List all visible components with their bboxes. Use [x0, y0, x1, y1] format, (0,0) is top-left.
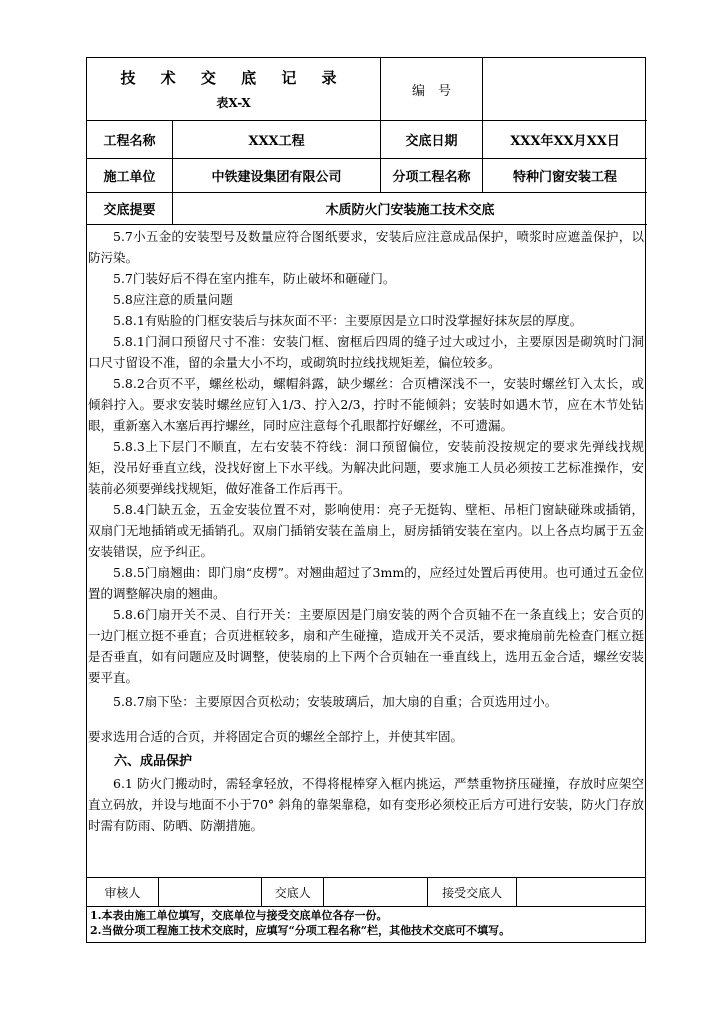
- discloser-label: 交底人: [262, 878, 324, 906]
- header-row: [87, 58, 647, 121]
- footnote: 1.本表由施工单位填写，交底单位与接受交底单位各存一份。: [90, 909, 388, 922]
- content-paragraph: 5.8.1门洞口预留尺寸不准：安装门框、窗框后四周的缝子过大或过小，主要原因是砌筑时门洞口尺寸留设不准，留的余量大小不均，或砌筑时拉线找规矩差，偏位较多。: [88, 334, 644, 370]
- signature-row: [86, 877, 646, 907]
- content-paragraph: 5.8.6门扇开关不灵、自行开关：主要原因是门扇安装的两个合页轴不在一条直线上；安合页的一边门框立挺不垂直；合页进框较多，扇和产生碰撞，造成开关不灵活，要求掩扇前先检查门框立挺是否垂直，如有问题应及时调整，使装扇的上下两个合页轴在一垂直线上，选用五金合适，螺丝安装要平直。: [88, 607, 644, 685]
- unit-value[interactable]: 中铁建设集团有限公司: [173, 159, 381, 192]
- content-paragraph: 5.8.7扇下坠：主要原因合页松动；安装玻璃后，加大扇的自重；合页选用过小。: [113, 694, 558, 709]
- footnotes: [86, 905, 646, 943]
- number-value[interactable]: [483, 58, 647, 120]
- content-paragraph: 要求选用合适的合页，并将固定合页的螺丝全部拧上，并使其牢固。: [88, 729, 464, 744]
- receiver-label: 接受交底人: [428, 878, 518, 906]
- disclosure-content: [88, 226, 644, 836]
- content-paragraph: 5.8.4门缺五金，五金安装位置不对，影响使用：亮子无挺钩、壁柜、吊柜门窗缺碰珠或插销，双扇门无地插销或无插销孔。双扇门插销安装在盖扇上，厨房插销安装在室内。以上各点均属于五金安装错误，应予纠正。: [88, 502, 644, 559]
- summary-label: 交底提要: [87, 193, 173, 224]
- content-paragraph: 5.8.5门扇翘曲：即门扇“皮楞”。对翘曲超过了3mm的，应经过处置后再使用。也可通过五金位置的调整解决扇的翘曲。: [88, 565, 644, 601]
- project-name-value[interactable]: XXX工程: [173, 121, 381, 158]
- content-paragraph: 6.1 防火门搬动时，需轻拿轻放，不得将棍棒穿入框内挑运，严禁重物挤压碰撞，存放时应架空直立码放，并设与地面不小于70° 斜角的靠架靠稳，如有变形必须校正后方可进行安装，防火门存放时需有防雨、防晒、防潮措施。: [88, 776, 644, 833]
- section-heading: 六、成品保护: [114, 754, 193, 769]
- sub-project-value[interactable]: 特种门窗安装工程: [512, 170, 617, 185]
- unit-row: [87, 159, 647, 193]
- form-subtitle: 表X-X: [216, 96, 251, 110]
- discloser-signature[interactable]: [324, 878, 428, 906]
- summary-value[interactable]: 木质防火门安装施工技术交底: [325, 203, 495, 218]
- form-title: 技 术 交 底 记 录: [120, 69, 347, 87]
- date-value[interactable]: XXX年XX月XX日: [510, 134, 620, 149]
- project-name-label: 工程名称: [87, 121, 173, 158]
- reviewer-signature[interactable]: [159, 878, 263, 906]
- receiver-signature[interactable]: [517, 878, 645, 906]
- content-paragraph: 5.8应注意的质量问题: [113, 292, 233, 307]
- footnote: 2.当做分项工程施工技术交底时，应填写“分项工程名称”栏，其他技术交底可不填写。: [90, 924, 511, 937]
- unit-label: 施工单位: [87, 159, 173, 192]
- content-paragraph: 5.8.3上下层门不顺直，左右安装不符线：洞口预留偏位，安装前没按规定的要求先弹线找规矩，没吊好垂直立线，没找好窗上下水平线。为解决此问题，要求施工人员必须按工艺标准操作，安装前必须要弹线找规矩，做好准备工作后再干。: [88, 439, 644, 496]
- reviewer-label: 审核人: [87, 878, 159, 906]
- content-paragraph: 5.8.1有贴脸的门框安装后与抹灰面不平：主要原因是立口时没掌握好抹灰层的厚度。: [113, 313, 583, 328]
- content-paragraph: 5.7门装好后不得在室内推车，防止破坏和砸碰门。: [113, 271, 396, 286]
- content-paragraph: 5.8.2合页不平，螺丝松动，螺帽斜露，缺少螺丝：合页槽深浅不一，安装时螺丝钉入太长，或倾斜拧入。要求安装时螺丝应钉入1/3、拧入2/3，拧时不能倾斜；安装时如遇木节，应在木节处钻眼，重新塞入木塞后再拧螺丝，同时应注意每个孔眼都拧好螺丝，不可遗漏。: [88, 376, 644, 433]
- title-cell: [87, 58, 381, 120]
- summary-row: [87, 193, 647, 225]
- content-paragraph: 5.7小五金的安装型号及数量应符合图纸要求，安装后应注意成品保护，喷浆时应遮盖保护，以防污染。: [88, 229, 644, 265]
- number-label: 编 号: [381, 58, 483, 120]
- date-label: 交底日期: [381, 121, 483, 158]
- sub-project-label: 分项工程名称: [381, 159, 483, 192]
- project-row: [87, 121, 647, 159]
